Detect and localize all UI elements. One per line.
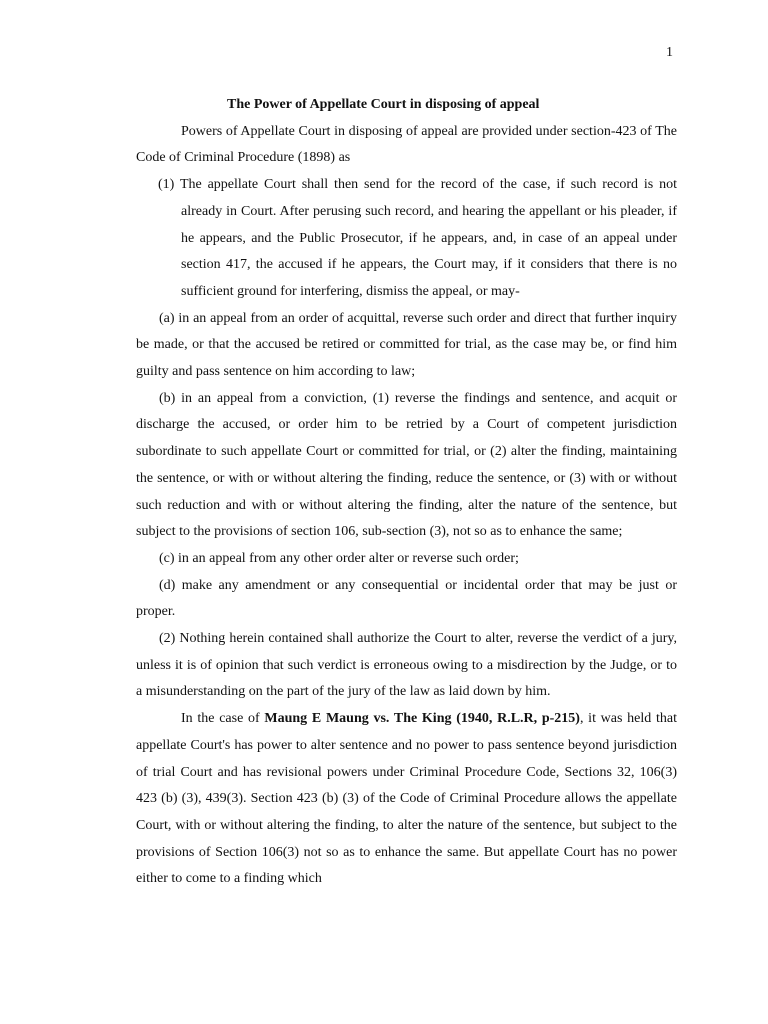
clause-c: (c) in an appeal from any other order alter or reverse such order; bbox=[159, 550, 519, 566]
case-body: , it was held that appellate Court's has power to alter sentence and no power to pass sentence beyond jurisdiction of trial Court and has revisional powers under Criminal Procedure Code, Sections 32, 106(3) 423 (b) (3), 439(3). Section 423 (b) (3) of the Code of Criminal Procedure allows the appellate Court, with or without altering the finding, to alter the nature of the sentence, but subject to the provisions of Section 106(3) not so as to enhance the same. But appellate Court has no power either to come to a finding which bbox=[136, 711, 677, 887]
case-paragraph bbox=[136, 706, 677, 893]
case-prefix: In the case of bbox=[181, 711, 265, 727]
clause-1: (1) The appellate Court shall then send for the record of the case, if such record is not already in Court. After perusing such record, and hearing the appellant or his pleader, if he appears, and the Public Prosecutor, if he appears, and, in case of an appeal under section 417, the accused if he appears, the Court may, if it considers that there is no sufficient ground for interfering, dismiss the appeal, or may- bbox=[158, 177, 677, 299]
clause-d: (d) make any amendment or any consequential or incidental order that may be just or proper. bbox=[136, 577, 677, 620]
clause-a: (a) in an appeal from an order of acquittal, reverse such order and direct that further inquiry be made, or that the accused be retired or committed for trial, as the case may be, or find him guilty and pass sentence on him according to law; bbox=[136, 310, 677, 380]
clause-2: (2) Nothing herein contained shall authorize the Court to alter, reverse the verdict of a jury, unless it is of opinion that such verdict is erroneous owing to a misdirection by the Judge, or to a misunderstanding on the part of the jury of the law as laid down by him. bbox=[136, 631, 677, 700]
intro-paragraph: Powers of Appellate Court in disposing of appeal are provided under section-423 of The Code of Criminal Procedure (1898) as bbox=[136, 123, 677, 166]
document-title: The Power of Appellate Court in disposing of appeal bbox=[227, 97, 540, 112]
document-body bbox=[136, 92, 677, 893]
case-name: Maung E Maung vs. The King (1940, R.L.R, p-215) bbox=[264, 711, 580, 727]
page-number: 1 bbox=[666, 45, 673, 60]
clause-b: (b) in an appeal from a conviction, (1) reverse the findings and sentence, and acquit or discharge the accused, or order him to be retried by a Court of competent jurisdiction subordinate to such appellate Court or committed for trial, or (2) alter the finding, maintaining the sentence, or with or without altering the finding, reduce the sentence, or (3) with or without such reduction and with or without altering the finding, alter the nature of the sentence, but subject to the provisions of section 106, sub-section (3), not so as to enhance the same; bbox=[136, 390, 677, 540]
